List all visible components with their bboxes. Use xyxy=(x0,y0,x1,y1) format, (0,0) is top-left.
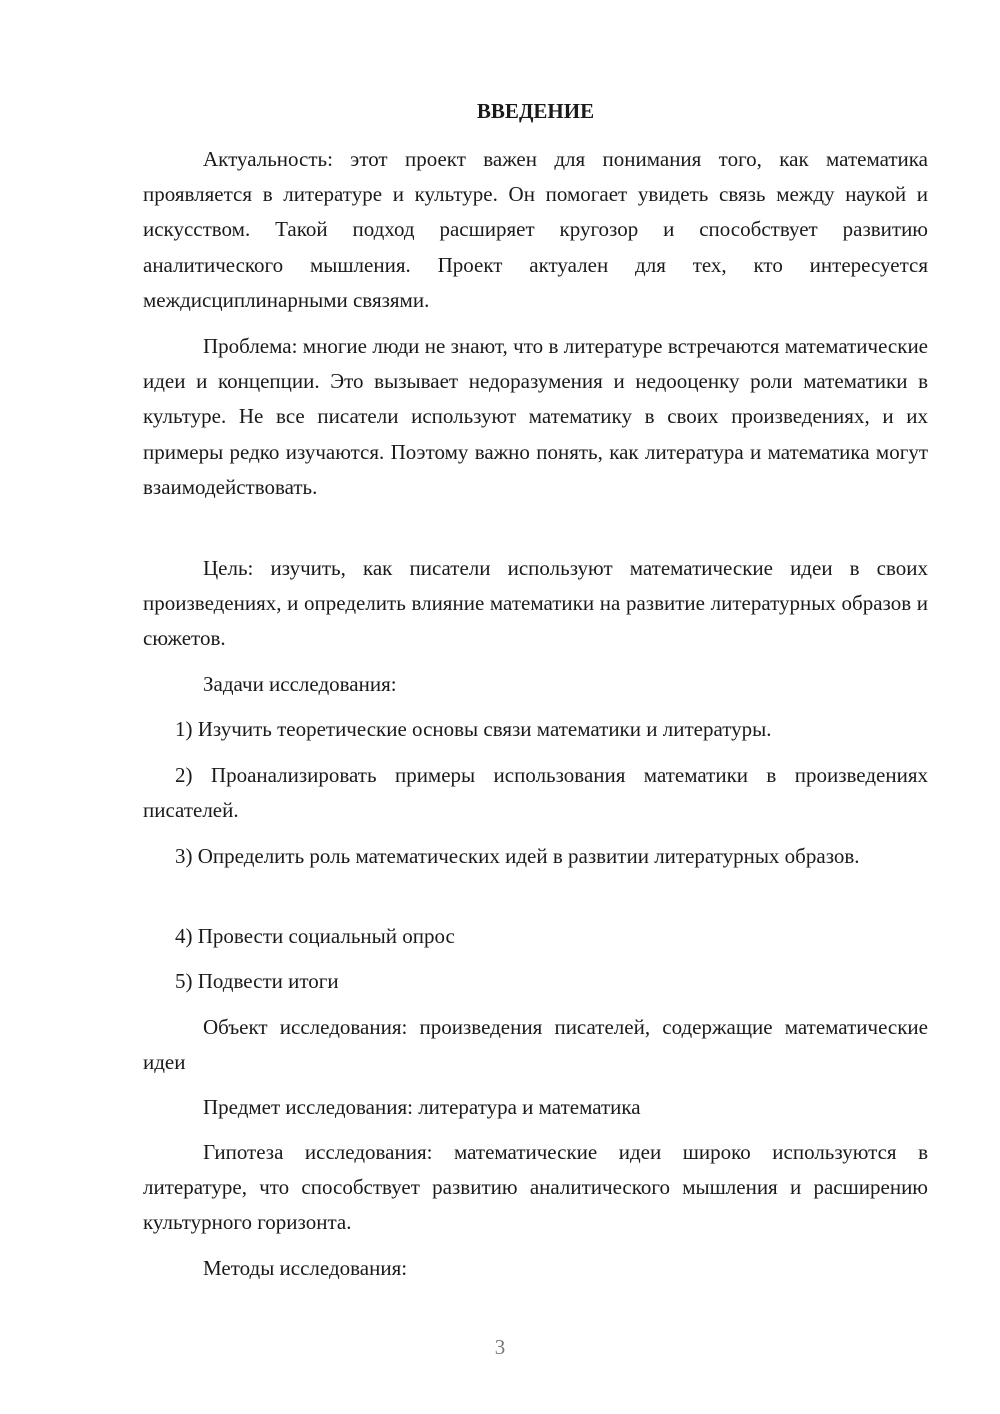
paragraph-hypothesis: Гипотеза исследования: математические идеи широко используются в литературе, что способствует развитию аналитического мышления и расширению культурного горизонта. xyxy=(143,1140,928,1235)
paragraph-problem: Проблема: многие люди не знают, что в литературе встречаются математические идеи и концепции. Это вызывает недоразумения и недооценку роли математики в культуре. Не все писатели используют математику в своих произведениях, и их примеры редко изучаются. Поэтому важно понять, как литература и математика могут взаимодействовать. xyxy=(143,334,928,499)
task-item-3: 3) Определить роль математических идей в развитии литературных образов. xyxy=(175,844,860,868)
task-item-1: 1) Изучить теоретические основы связи математики и литературы. xyxy=(175,717,772,741)
paragraph-goal: Цель: изучить, как писатели используют математические идеи в своих произведениях, и определить влияние математики на развитие литературных образов и сюжетов. xyxy=(143,556,928,651)
task-item-4: 4) Провести социальный опрос xyxy=(175,924,455,948)
document-title: ВВЕДЕНИЕ xyxy=(476,99,595,123)
paragraph-object: Объект исследования: произведения писателей, содержащие математические идеи xyxy=(143,1015,928,1075)
task-item-2: 2) Проанализировать примеры использования математики в произведениях писателей. xyxy=(143,763,928,823)
tasks-heading: Задачи исследования: xyxy=(203,672,397,696)
paragraph-relevance: Актуальность: этот проект важен для понимания того, как математика проявляется в литературе и культуре. Он помогает увидеть связь между наукой и искусством. Такой подход расширяет кругозор и способствует развитию аналитического мышления. Проект актуален для тех, кто интересуется междисциплинарными связями. xyxy=(143,147,928,312)
paragraph-subject: Предмет исследования: литература и математика xyxy=(203,1095,641,1119)
page-number: 3 xyxy=(494,1335,506,1359)
methods-heading: Методы исследования: xyxy=(203,1256,408,1280)
document-page xyxy=(143,0,928,1414)
task-item-5: 5) Подвести итоги xyxy=(175,969,339,993)
